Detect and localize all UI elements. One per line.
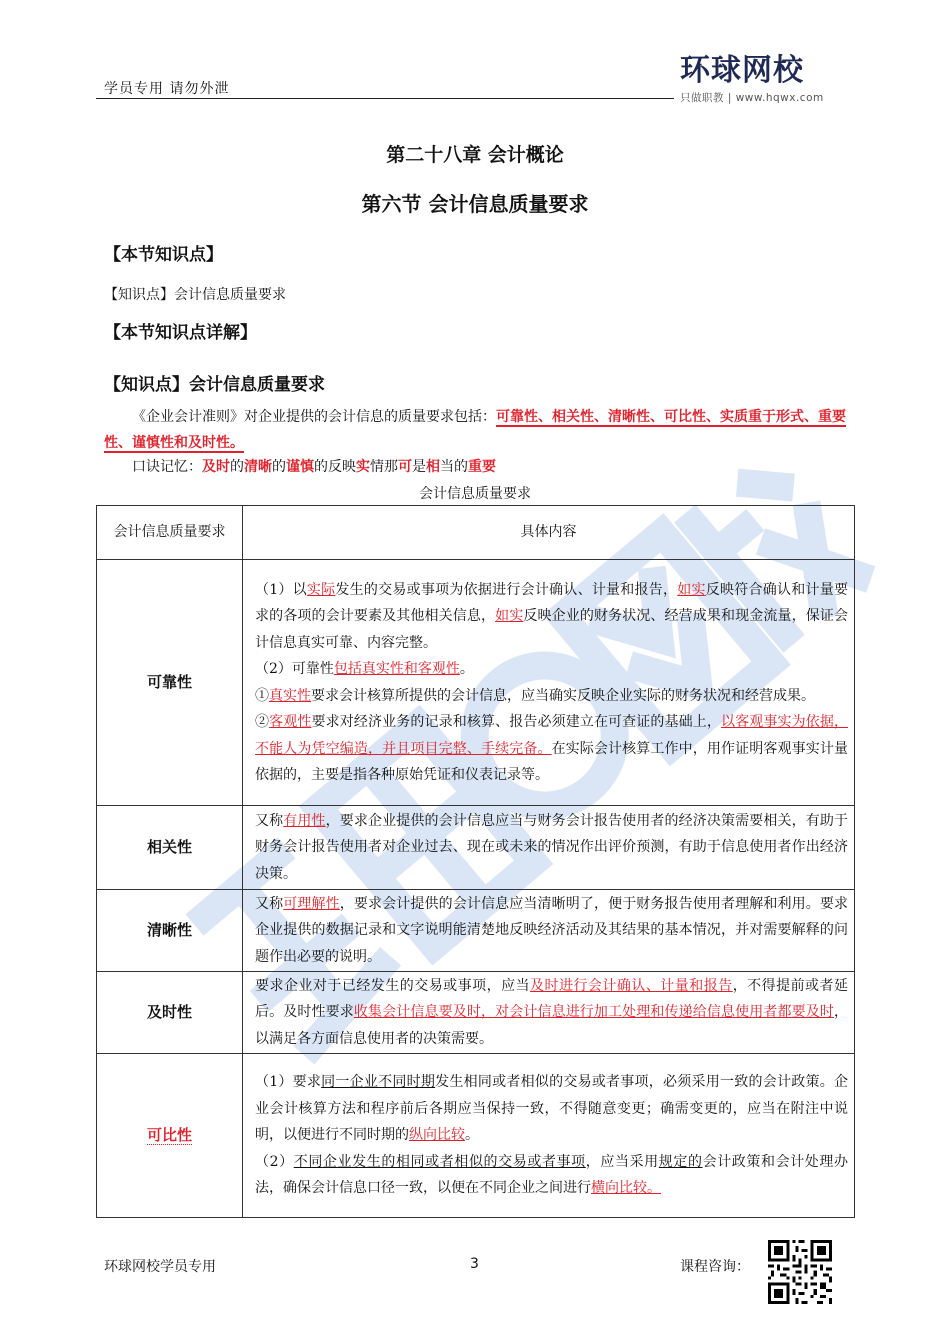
mnemonic-line (104, 454, 852, 480)
mnemonic-key: 重要 (468, 459, 496, 475)
intro-paragraph (104, 404, 852, 456)
footer-brand: 环球网校学员专用 (104, 1259, 216, 1275)
mnemonic-key: 谨慎 (286, 459, 314, 475)
table-row (97, 560, 855, 806)
quality-requirements-table (96, 505, 855, 1218)
heading-kp-title: 【知识点】会计信息质量要求 (104, 375, 325, 395)
row-name-reliability: 可靠性 (97, 560, 243, 806)
mnemonic-text: 当的 (440, 459, 468, 475)
section-title: 第六节 会计信息质量要求 (361, 192, 589, 216)
knowledge-item: 【知识点】会计信息质量要求 (104, 287, 286, 303)
mnemonic-key: 可 (398, 459, 412, 475)
comparability-point-1: （1）要求同一企业不同时期发生相同或者相似的交易或者事项，必须采用一致的会计政策。企业会计核算方法和程序前后各期应当保持一致，不得随意变更；确需变更的，应当在附注中说明，以便进行不同时期的纵向比较。 (255, 1074, 848, 1144)
header-cell-content: 具体内容 (243, 506, 855, 560)
header-cell-requirement: 会计信息质量要求 (97, 506, 243, 560)
row-content-timeliness: 要求企业对于已经发生的交易或事项，应当及时进行会计确认、计量和报告，不得提前或者延后。及时性要求收集会计信息要及时，对会计信息进行加工处理和传递给信息使用者都要及时，以满足各方面信息使用者的决策需要。 (243, 972, 855, 1054)
row-name-clarity: 清晰性 (97, 890, 243, 972)
mnemonic-key: 实 (356, 459, 370, 475)
reliability-point-3: ①真实性要求会计核算所提供的会计信息，应当确实反映企业实际的财务状况和经营成果。 (255, 687, 815, 704)
table-row (97, 972, 855, 1054)
table-row (97, 890, 855, 972)
row-name-comparability: 可比性 (97, 1054, 243, 1218)
mnemonic-text: 情那 (370, 459, 398, 475)
table-header-row (97, 506, 855, 560)
brand-logo (680, 54, 840, 110)
reliability-point-4: ②客观性要求对经济业务的记录和核算、报告必须建立在可查证的基础上，以客观事实为依据，不能人为凭空编造，并且项目完整、手续完备。在实际会计核算工作中，用作证明客观事实计量依据的，主要是指各种原始凭证和仪表记录等。 (255, 714, 849, 783)
table-caption: 会计信息质量要求 (419, 486, 531, 502)
row-name-relevance: 相关性 (97, 806, 243, 890)
comparability-point-2: （2）不同企业发生的相同或者相似的交易或者事项，应当采用规定的会计政策和会计处理办法，确保会计信息口径一致，以便在不同企业之间进行横向比较。 (255, 1153, 849, 1197)
row-content-reliability (243, 560, 855, 806)
reliability-point-1: （1）以实际发生的交易或事项为依据进行会计确认、计量和报告，如实反映符合确认和计量要求的各项的会计要素及其他相关信息，如实反映企业的财务状况、经营成果和现金流量，保证会计信息真实可靠、内容完整。 (255, 581, 849, 651)
table-row (97, 1054, 855, 1218)
logo-text: 环球网校 (680, 53, 804, 88)
mnemonic-key: 及时 (202, 459, 230, 475)
heading-explanation: 【本节知识点详解】 (104, 323, 257, 343)
mnemonic-key: 相 (426, 459, 440, 475)
intro-highlight-2: 实质重于形式、重要性、谨慎性和及时性。 (104, 409, 846, 451)
mnemonic-text: 的 (272, 459, 286, 475)
page-number: 3 (470, 1256, 479, 1272)
header-divider (96, 98, 674, 99)
mnemonic-label: 口诀记忆： (132, 459, 202, 475)
logo-tagline: 只做职教 | www.hqwx.com (680, 92, 824, 104)
row-name-timeliness: 及时性 (97, 972, 243, 1054)
mnemonic-text: 的反映 (314, 459, 356, 475)
course-consult-label: 课程咨询： (680, 1259, 750, 1275)
reliability-point-2: （2）可靠性包括真实性和客观性。 (255, 661, 474, 677)
chapter-title: 第二十八章 会计概论 (386, 144, 564, 166)
intro-highlight-1: 可靠性、相关性、清晰性、可比性、 (496, 409, 720, 425)
qr-code-icon[interactable] (768, 1240, 832, 1304)
intro-text: 《企业会计准则》对企业提供的会计信息的质量要求包括： (132, 409, 496, 425)
logo-wordmark (680, 54, 840, 88)
mnemonic-text: 的 (230, 459, 244, 475)
mnemonic-key: 清晰 (244, 459, 272, 475)
mnemonic-text: 是 (412, 459, 426, 475)
row-content-clarity: 又称可理解性，要求会计提供的会计信息应当清晰明了，便于财务报告使用者理解和利用。要求企业提供的数据记录和文字说明能清楚地反映经济活动及其结果的基本情况，并对需要解释的问题作出必要的说明。 (243, 890, 855, 972)
table-row (97, 806, 855, 890)
row-content-comparability (243, 1054, 855, 1218)
row-content-relevance: 又称有用性，要求企业提供的会计信息应当与财务会计报告使用者的经济决策需要相关，有助于财务会计报告使用者对企业过去、现在或未来的情况作出评价预测，有助于信息使用者作出经济决策。 (243, 806, 855, 890)
heading-knowledge-points: 【本节知识点】 (104, 245, 223, 265)
header-notice: 学员专用 请勿外泄 (104, 81, 230, 97)
